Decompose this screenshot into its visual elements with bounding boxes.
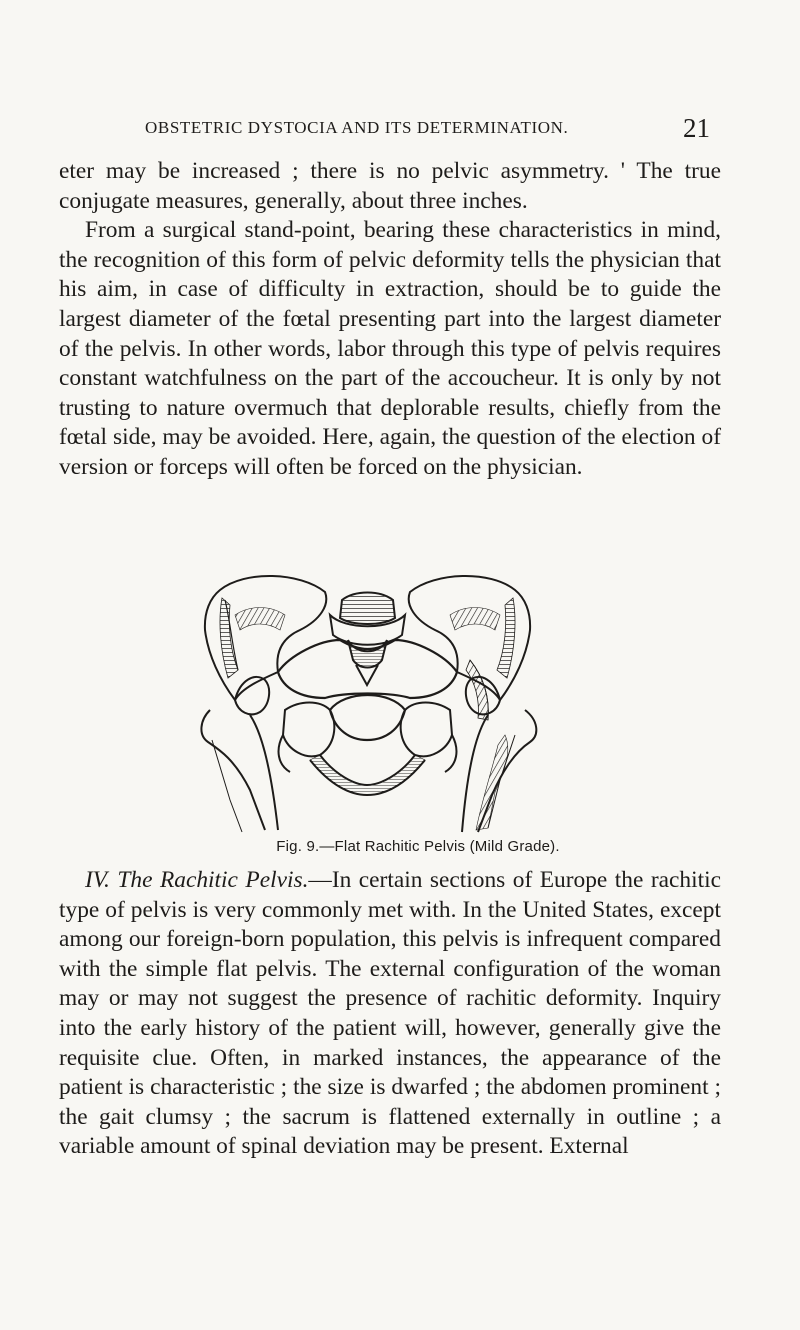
bottom-text-block	[59, 866, 721, 1162]
paragraph-surgical-standpoint: From a surgical stand-point, bearing these characteristics in mind, the recognition of this form of pelvic deformity tells the physician that his aim, in case of difficulty in extraction, should be to guide the largest diameter of the fœtal presenting part into the largest diameter of the pelvis. In other words, labor through this type of pelvis requires constant watchfulness on the part of the accoucheur. It is only by not trusting to nature overmuch that deplorable results, chiefly from the fœtal side, may be avoided. Here, again, the question of the election of version or forceps will often be forced on the physician.	[59, 217, 721, 480]
pelvis-drawing	[170, 560, 565, 835]
figure-caption	[0, 838, 800, 855]
pelvis-illustration	[170, 560, 565, 835]
figure-caption-text: Fig. 9.—Flat Rachitic Pelvis (Mild Grade).	[276, 838, 560, 855]
running-head	[145, 113, 710, 144]
paragraph-continuation: eter may be increased ; there is no pelvic asymmetry. ' The true conjugate measures, generally, about three inches.	[59, 158, 721, 214]
section-heading: IV. The Rachitic Pelvis.	[85, 867, 309, 893]
paragraph-rachitic-body: —In certain sections of Europe the rachitic type of pelvis is very commonly met with. In the United States, except among our foreign-born population, this pelvis is infrequent compared with the simple flat pelvis. The external configuration of the woman may or may not suggest the presence of rachitic deformity. Inquiry into the early history of the patient will, however, generally give the requisite clue. Often, in marked instances, the appearance of the patient is characteristic ; the size is dwarfed ; the abdomen prominent ; the gait clumsy ; the sacrum is flattened externally in outline ; a variable amount of spinal deviation may be present. External	[59, 867, 721, 1160]
running-title: OBSTETRIC DYSTOCIA AND ITS DETERMINATION.	[145, 118, 569, 137]
page-number: 21	[683, 113, 710, 143]
paragraph-rachitic-pelvis	[59, 866, 721, 1162]
top-text-block	[59, 157, 721, 483]
